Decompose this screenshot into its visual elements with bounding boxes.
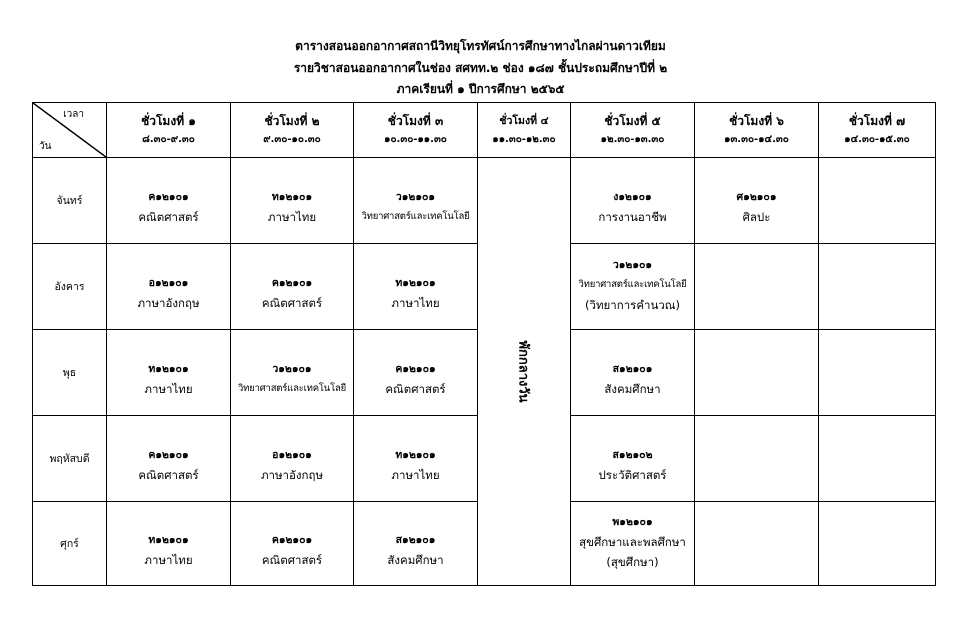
course-subject: ภาษาอังกฤษ — [137, 295, 200, 310]
class-cell — [571, 502, 695, 586]
class-cell — [571, 158, 695, 244]
period-time: ๑๐.๓๐-๑๑.๓๐ — [384, 134, 447, 145]
title-line-3: ภาคเรียนที่ ๑ ปีการศึกษา ๒๕๖๕ — [396, 82, 565, 96]
period-time: ๙.๓๐-๑๐.๓๐ — [263, 134, 321, 145]
period-name: ชั่วโมงที่ ๒ — [264, 114, 320, 128]
course-subject: การงานอาชีพ — [598, 209, 667, 224]
timetable — [32, 102, 936, 586]
course-code: ค๑๒๑๐๑ — [395, 362, 436, 375]
course-subject: ศิลปะ — [742, 209, 771, 224]
course-code: อ๑๒๑๐๑ — [272, 448, 312, 461]
day-name: อังคาร — [33, 244, 107, 330]
empty-cell — [695, 502, 819, 586]
course-subject: ภาษาไทย — [391, 467, 440, 482]
course-code: ว๑๒๑๐๑ — [272, 362, 312, 375]
class-cell — [107, 330, 231, 416]
empty-cell — [695, 244, 819, 330]
course-subject: ภาษาไทย — [267, 209, 317, 224]
empty-cell — [819, 244, 936, 330]
period-header — [478, 103, 571, 158]
course-subject: ภาษาไทย — [144, 552, 193, 567]
class-cell — [354, 502, 478, 586]
course-code: ค๑๒๑๐๑ — [271, 276, 313, 289]
lunch-break-label: พักกลางวัน — [515, 340, 531, 403]
day-name: จันทร์ — [33, 158, 107, 244]
class-cell — [231, 416, 354, 502]
class-cell — [354, 416, 478, 502]
course-code: ส๑๒๑๐๒ — [612, 448, 653, 461]
title-line-2: รายวิชาสอนออกอากาศในช่อง สศทท.๒ ช่อง ๑๘๗ ชั้นประถมศึกษาปีที่ ๒ — [293, 60, 668, 75]
course-code: ค๑๒๑๐๑ — [148, 448, 189, 461]
course-code: อ๑๒๑๐๑ — [148, 276, 189, 289]
empty-cell — [819, 502, 936, 586]
class-cell — [107, 502, 231, 586]
class-cell — [571, 244, 695, 330]
class-cell — [231, 330, 354, 416]
course-code: ท๑๒๑๐๑ — [395, 448, 436, 461]
course-code: ค๑๒๑๐๑ — [271, 533, 313, 546]
period-name: ชั่วโมงที่ ๔ — [499, 115, 549, 127]
course-code: ส๑๒๑๐๑ — [395, 533, 436, 546]
class-cell — [231, 502, 354, 586]
course-subject: ประวัติศาสตร์ — [598, 467, 667, 482]
day-label: วัน — [39, 141, 52, 152]
period-header — [571, 103, 695, 158]
course-code: พ๑๒๑๐๑ — [612, 515, 653, 528]
course-subject: วิทยาศาสตร์และเทคโนโลยี — [361, 210, 470, 222]
course-code: ท๑๒๑๐๑ — [148, 362, 189, 375]
course-subject: คณิตศาสตร์ — [138, 467, 199, 482]
period-name: ชั่วโมงที่ ๖ — [729, 114, 784, 128]
day-name: พฤหัสบดี — [33, 416, 107, 502]
course-subject: ภาษาอังกฤษ — [260, 467, 324, 482]
period-time: ๘.๓๐-๙.๓๐ — [142, 134, 195, 145]
course-subject: ภาษาไทย — [391, 295, 440, 310]
period-time: ๑๓.๓๐-๑๔.๓๐ — [724, 134, 789, 145]
course-note: (วิทยาการคำนวณ) — [585, 297, 680, 312]
course-subject: วิทยาศาสตร์และเทคโนโลยี — [578, 278, 687, 290]
class-cell — [354, 158, 478, 244]
class-cell — [354, 330, 478, 416]
class-cell — [695, 158, 819, 244]
course-subject: สังคมศึกษา — [604, 381, 661, 396]
class-cell — [231, 244, 354, 330]
course-code: ค๑๒๑๐๑ — [148, 190, 189, 203]
course-subject: คณิตศาสตร์ — [261, 552, 323, 567]
class-cell — [571, 416, 695, 502]
class-cell — [354, 244, 478, 330]
course-subject: สุขศึกษาและพลศึกษา — [579, 534, 686, 549]
class-cell — [107, 416, 231, 502]
day-name: ศุกร์ — [33, 502, 107, 586]
corner-cell — [33, 103, 107, 158]
course-code: ศ๑๒๑๐๑ — [736, 190, 777, 203]
period-time: ๑๔.๓๐-๑๕.๓๐ — [844, 134, 910, 145]
course-subject: คณิตศาสตร์ — [261, 295, 323, 310]
course-code: ท๑๒๑๐๑ — [148, 533, 189, 546]
period-name: ชั่วโมงที่ ๗ — [848, 114, 906, 128]
empty-cell — [819, 330, 936, 416]
class-cell — [571, 330, 695, 416]
period-name: ชั่วโมงที่ ๑ — [141, 114, 196, 128]
course-code: ว๑๒๑๐๑ — [612, 258, 653, 271]
period-header — [107, 103, 231, 158]
period-header — [231, 103, 354, 158]
header-row — [33, 103, 936, 158]
day-row — [33, 158, 936, 244]
schedule-title-block — [0, 36, 961, 101]
period-name: ชั่วโมงที่ ๓ — [387, 114, 444, 128]
empty-cell — [819, 416, 936, 502]
class-cell — [231, 158, 354, 244]
period-time: ๑๑.๓๐-๑๒.๓๐ — [492, 134, 556, 145]
class-cell — [107, 158, 231, 244]
period-header — [819, 103, 936, 158]
period-header — [354, 103, 478, 158]
course-subject: คณิตศาสตร์ — [385, 381, 446, 396]
period-header — [695, 103, 819, 158]
time-label: เวลา — [63, 109, 84, 120]
empty-cell — [695, 416, 819, 502]
empty-cell — [695, 330, 819, 416]
course-subject: วิทยาศาสตร์และเทคโนโลยี — [238, 382, 346, 394]
title-line-1: ตารางสอนออกอากาศสถานีวิทยุโทรทัศน์การศึกษาทางไกลผ่านดาวเทียม — [295, 39, 666, 53]
empty-cell — [819, 158, 936, 244]
class-cell — [107, 244, 231, 330]
course-subject: สังคมศึกษา — [387, 552, 444, 567]
course-code: ท๑๒๑๐๑ — [395, 276, 436, 289]
course-code: ท๑๒๑๐๑ — [271, 190, 313, 203]
day-name: พุธ — [33, 330, 107, 416]
course-subject: คณิตศาสตร์ — [138, 209, 199, 224]
period-time: ๑๒.๓๐-๑๓.๓๐ — [600, 134, 665, 145]
course-code: ว๑๒๑๐๑ — [395, 190, 436, 203]
period-name: ชั่วโมงที่ ๕ — [604, 114, 661, 128]
course-code: ส๑๒๑๐๑ — [612, 362, 653, 375]
course-subject: ภาษาไทย — [144, 381, 193, 396]
lunch-break-cell — [478, 158, 571, 586]
course-code: ง๑๒๑๐๑ — [613, 190, 652, 203]
course-note: (สุขศึกษา) — [606, 554, 659, 569]
